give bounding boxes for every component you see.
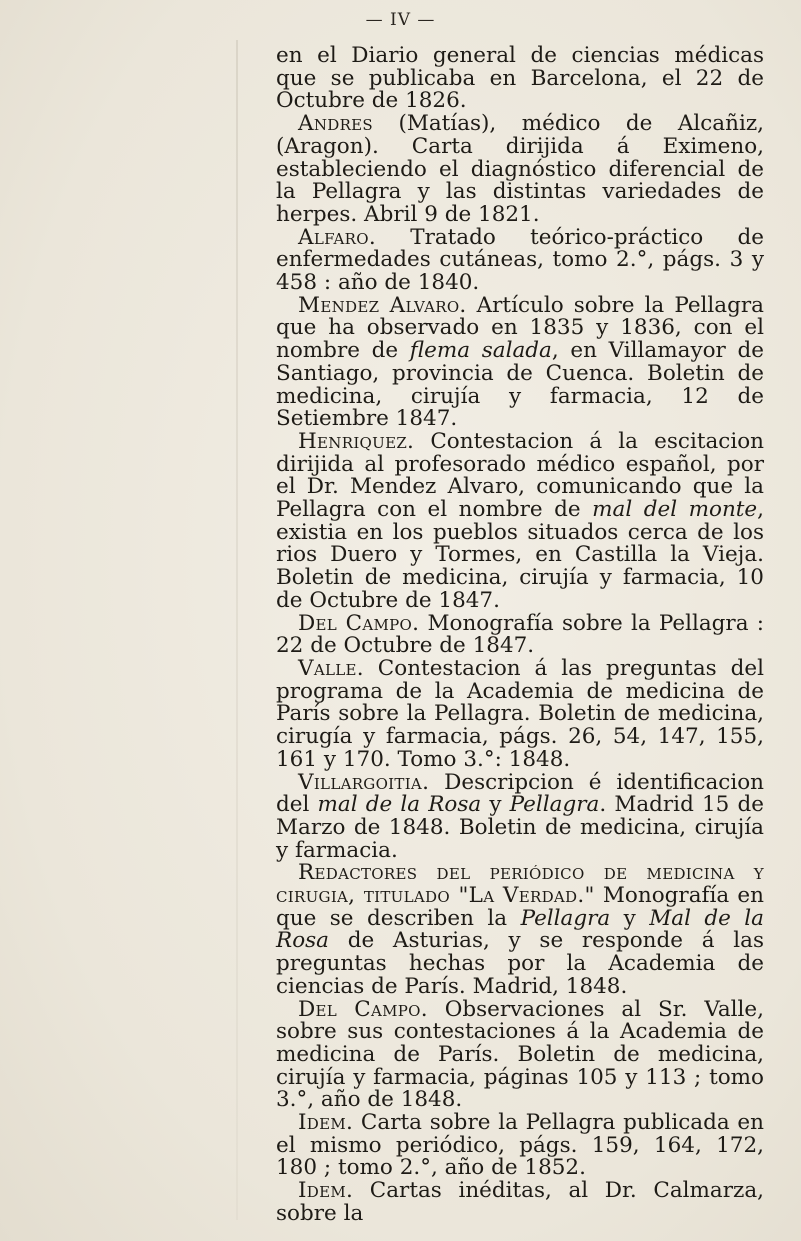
author-name: Mendez Alvaro. bbox=[298, 292, 467, 318]
bib-entry-alfaro: Alfaro. Tratado teórico-práctico de enfermedades cutáneas, tomo 2.°, págs. 3 y 458 : año de 1840. bbox=[276, 224, 764, 296]
bib-entry-idem-2: Idem. Cartas inéditas, al Dr. Calmarza, sobre la bbox=[276, 1178, 764, 1226]
author-name: Villargoitia. bbox=[298, 769, 430, 795]
italic-term: mal de la Rosa bbox=[317, 792, 482, 818]
bib-entry-villargoitia: Villargoitia. Descripcion é identificacion del mal de la Rosa y Pellagra. Madrid 15 de Marzo de 1848. Boletin de medicina, cirujía y farmacia. bbox=[276, 769, 764, 863]
author-name: Idem. bbox=[298, 1110, 354, 1136]
author-name: Andres bbox=[298, 111, 373, 137]
author-name: Valle. bbox=[298, 655, 364, 681]
italic-term: mal del monte bbox=[592, 497, 758, 523]
page-number-header: — IV — bbox=[365, 10, 436, 30]
bib-entry-mendez-alvaro: Mendez Alvaro. Artículo sobre la Pellagra que ha observado en 1835 y 1836, con el nombre de flema salada, en Villamayor de Santiago, provincia de Cuenca. Boletin de medicina, cirujía y farmacia, 12 de Setiembre 1847. bbox=[276, 292, 764, 432]
page-shadow bbox=[236, 40, 238, 1220]
bib-entry-redactores: Redactores del periódico de medicina y cirugia, titulado "La Verdad." Monografía en que se describen la Pellagra y Mal de la Rosa de Asturias, y se responde á las preguntas hechas por la Academia de ciencias de París. Madrid, 1848. bbox=[276, 860, 764, 999]
author-name: Idem. bbox=[298, 1178, 354, 1204]
italic-term: Mal de la Rosa bbox=[276, 905, 764, 954]
bib-entry-continuation: en el Diario general de ciencias médicas que se publicaba en Barcelona, el 22 de Octubre de 1826. bbox=[276, 43, 764, 114]
author-name: Redactores del periódico de medicina y cirugia, titulado "La Verdad." bbox=[276, 860, 764, 909]
italic-term: Pellagra bbox=[509, 792, 600, 818]
bib-entry-del-campo: Del Campo. Monografía sobre la Pellagra : 22 de Octubre de 1847. bbox=[276, 610, 764, 659]
bibliography-text bbox=[276, 45, 764, 1226]
italic-term: Pellagra bbox=[520, 905, 611, 931]
bib-entry-henriquez: Henriquez. Contestacion á la escitacion dirijida al profesorado médico español, por el Dr. Mendez Alvaro, comunicando que la Pellagra con el nombre de mal del monte, existia en los pueblos situados cerca de los rios Duero y Tormes, en Castilla la Vieja. Boletin de medicina, cirujía y farmacia, 10 de Octubre de 1847. bbox=[276, 428, 764, 613]
bib-entry-valle: Valle. Contestacion á las preguntas del programa de la Academia de medicina de París sobre la Pellagra. Boletin de medicina, cirugía y farmacia, págs. 26, 54, 147, 155, 161 y 170. Tomo 3.°: 1848. bbox=[276, 655, 764, 772]
bib-entry-idem-1: Idem. Carta sobre la Pellagra publicada en el mismo periódico, págs. 159, 164, 172, 180 ; tomo 2.°, año de 1852. bbox=[276, 1110, 764, 1181]
bib-entry-andres: Andres (Matías), médico de Alcañiz, (Aragon). Carta dirijida á Eximeno, estableciendo el diagnóstico diferencial de la Pellagra y las distintas variedades de herpes. Abril 9 de 1821. bbox=[276, 111, 764, 227]
bib-entry-del-campo-2: Del Campo. Observaciones al Sr. Valle, sobre sus contestaciones á la Academia de medicina de París. Boletin de medicina, cirujía y farmacia, páginas 105 y 113 ; tomo 3.°, año de 1848. bbox=[276, 996, 764, 1113]
italic-term: flema salada bbox=[409, 338, 552, 364]
author-name: Alfaro. bbox=[298, 224, 376, 250]
author-name: Henriquez. bbox=[298, 428, 415, 454]
author-name: Del Campo. bbox=[298, 610, 420, 636]
author-name: Del Campo. bbox=[298, 996, 428, 1022]
